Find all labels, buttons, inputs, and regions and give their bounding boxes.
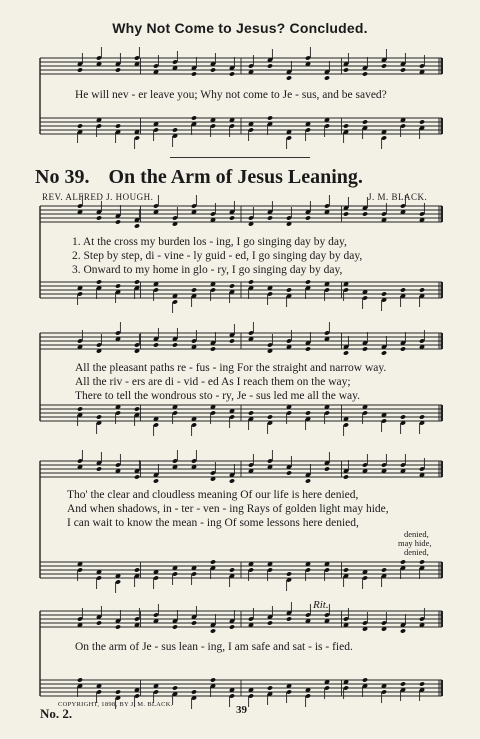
book-number: No. 2. <box>40 706 73 721</box>
hymn-number: No 39. <box>35 166 90 188</box>
verse-1-line: Tho' the clear and cloudless meaning Of our life is here denied, <box>67 489 359 501</box>
copyright-notice: COPYRIGHT, 1898, BY J. M. BLACK. <box>58 701 173 708</box>
page-number: 39 <box>236 704 247 716</box>
verse-2-line: 2. Step by step, di - vine - ly guid - ed, I go singing day by day, <box>72 250 363 262</box>
section-divider <box>170 157 310 158</box>
verse-3-line: There to tell the wondrous sto - ry, Je - sus led me all the way. <box>75 390 360 402</box>
verse-2-line: All the riv - ers are di - vid - ed As I reach them on the way; <box>75 376 351 388</box>
verse-3-line: I can wait to know the mean - ing Of some lessons here denied, <box>67 517 359 529</box>
lyricist-credit: REV. ALFRED J. HOUGH. <box>42 192 154 202</box>
section-title: Why Not Come to Jesus? Concluded. <box>112 20 368 36</box>
alt-lyric: may hide, <box>398 538 432 548</box>
alt-lyric: denied, <box>404 547 429 557</box>
ritardando-marking: Rit. <box>313 599 329 611</box>
lyric-line: He will nev - er leave you; Why not come to Je - sus, and be saved? <box>75 89 387 101</box>
verse-1-line: 1. At the cross my burden los - ing, I go singing day by day, <box>72 236 347 248</box>
alt-lyric: denied, <box>404 529 429 539</box>
hymn-title: On the Arm of Jesus Leaning. <box>108 166 363 188</box>
verse-1-line: All the pleasant paths re - fus - ing For the straight and narrow way. <box>75 362 387 374</box>
hymn-header <box>35 166 363 189</box>
verse-3-line: 3. Onward to my home in glo - ry, I go singing day by day, <box>72 264 343 276</box>
verse-2-line: And when shadows, in - ter - ven - ing Rays of golden light may hide, <box>67 503 389 515</box>
composer-credit: J. M. BLACK. <box>368 192 428 202</box>
chorus-line: On the arm of Je - sus lean - ing, I am safe and sat - is - fied. <box>75 641 353 653</box>
